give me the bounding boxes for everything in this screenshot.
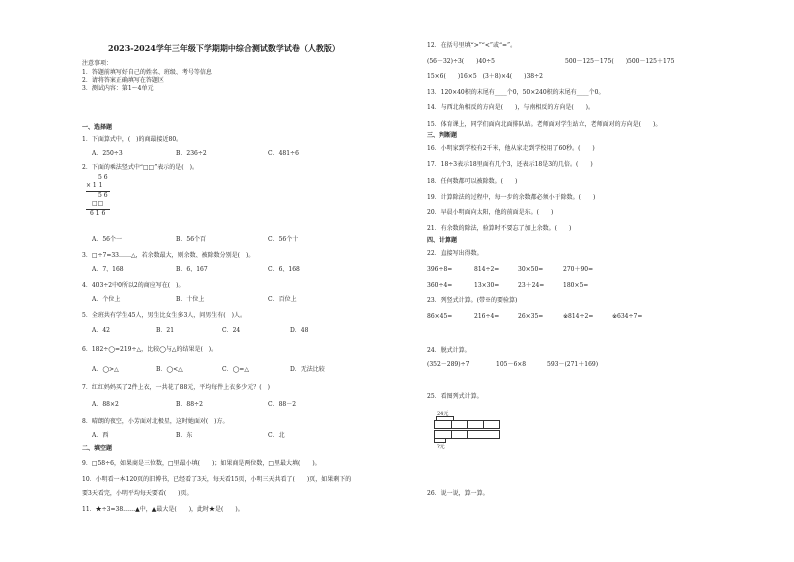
section-fill: 二、填空题 bbox=[82, 445, 113, 452]
note-2: 2．请将答案正确填写在答题区 bbox=[82, 77, 164, 84]
diagram-label-bottom: ?元 bbox=[437, 444, 445, 450]
section-choice: 一、选择题 bbox=[82, 124, 113, 131]
q1-option-a: A．250÷3 bbox=[92, 150, 123, 157]
q8-option-c: C．北 bbox=[268, 432, 285, 439]
question-23: 23．列竖式计算。(带※的要验算) bbox=[427, 297, 518, 304]
section-calc: 四、计算题 bbox=[427, 237, 458, 244]
q7-option-b: B．88÷2 bbox=[176, 401, 203, 408]
q8-option-b: B．东 bbox=[176, 432, 193, 439]
q1-option-b: B．236÷2 bbox=[176, 150, 207, 157]
q2-option-c: C．56个十 bbox=[268, 236, 299, 243]
question-8: 8．晴朗的夜空，小芳面对北极星，这时她面对( )方。 bbox=[82, 418, 229, 425]
question-24: 24．脱式计算。 bbox=[427, 347, 471, 354]
vertical-line-4: □□ bbox=[92, 200, 104, 207]
q22-r1-4: 270＋90= bbox=[563, 266, 594, 273]
q22-r2-1: 360÷4= bbox=[427, 282, 453, 289]
q3-option-b: B．6、167 bbox=[176, 266, 208, 273]
question-21: 21．有余数的除法，验算时不要忘了加上余数。( ) bbox=[427, 225, 572, 232]
notes-heading: 注意事项： bbox=[82, 60, 113, 67]
q5-option-c: C．24 bbox=[222, 327, 241, 334]
bar-top bbox=[434, 420, 500, 429]
q5-option-b: B．21 bbox=[156, 327, 175, 334]
q6-option-b: B．◯<△ bbox=[156, 366, 183, 373]
q23-5: ※634÷7= bbox=[612, 313, 643, 320]
q4-option-b: B．十位上 bbox=[176, 296, 205, 303]
q22-r2-3: 23＋24= bbox=[518, 282, 545, 289]
q22-r1-1: 396÷8= bbox=[427, 266, 453, 273]
question-7: 7．红红妈妈买了2件上衣，一共花了88元，平均每件上衣多少元？( ) bbox=[82, 384, 270, 391]
question-15: 15．体育课上，同学们面向北面排队站。老师面对学生站立，老师面对的方向是( )。 bbox=[427, 121, 662, 128]
q6-option-a: A．◯>△ bbox=[92, 366, 119, 373]
q5-option-a: A．42 bbox=[92, 327, 110, 334]
q22-r1-3: 30×50= bbox=[518, 266, 544, 273]
q4-option-c: C．百位上 bbox=[268, 296, 297, 303]
question-10-line-1: 10．小明看一本120页的旧博书，已经看了3天，每天看15页，小明三天共看了( )页，如果剩下的 bbox=[82, 476, 352, 483]
q24-1: (352－289)÷7 bbox=[427, 361, 470, 368]
question-18: 18．任何数都可以被除数。( ) bbox=[427, 178, 518, 185]
section-judge: 三、判断题 bbox=[427, 132, 458, 139]
q8-option-a: A．西 bbox=[92, 432, 109, 439]
vertical-line-1: 5 6 bbox=[98, 174, 108, 181]
question-13: 13．120×40积的末尾有____个0，50×240积的末尾有____个0。 bbox=[427, 89, 605, 96]
question-14: 14．与西北角相反的方向是( )，与南相反的方向是( )。 bbox=[427, 104, 594, 111]
question-16: 16．小明家到学校有2千米，他从家走到学校用了60秒。( ) bbox=[427, 145, 595, 152]
q22-r2-4: 180×5= bbox=[563, 282, 589, 289]
question-9: 9．□58÷6，如果商是三位数，□里最小填( )；如果商是两位数，□里最大填( )。 bbox=[82, 460, 321, 467]
question-17: 17．18÷3表示18里面有几个3，还表示18是3的几倍。( ) bbox=[427, 161, 593, 168]
q23-2: 216÷4= bbox=[474, 313, 500, 320]
q3-option-a: A．7、168 bbox=[92, 266, 124, 273]
question-11: 11．★÷3=38……▲中，▲最大是( )，此时★是( )。 bbox=[82, 506, 244, 513]
bar-bottom bbox=[434, 430, 500, 439]
question-5: 5．全班共有学生45人，男生比女生多3人，问男生有( )人。 bbox=[82, 312, 246, 319]
question-12: 12．在括号里填“>”“<”或“=”。 bbox=[427, 42, 517, 49]
q5-option-d: D．48 bbox=[290, 327, 309, 334]
q2-option-b: B．56个百 bbox=[176, 236, 207, 243]
q7-option-a: A．88×2 bbox=[92, 401, 119, 408]
note-3: 3．测试内容：第1～4单元 bbox=[82, 85, 154, 92]
question-6: 6．182÷◯=219÷△，比较◯与△的结果是( )。 bbox=[82, 346, 218, 353]
question-1: 1．下面算式中，( )的商最接近80。 bbox=[82, 136, 183, 143]
page-title: 2023-2024学年三年级下学期期中综合测试数学试卷（人教版） bbox=[108, 43, 340, 53]
diagram-label-top: 24元 bbox=[437, 411, 449, 417]
q23-3: 26×35= bbox=[518, 313, 544, 320]
question-26: 26．说一说，算一算。 bbox=[427, 490, 489, 497]
question-20: 20．早晨小明面向太阳，他的前面是东。( ) bbox=[427, 209, 554, 216]
vertical-line-2: × 1 1 bbox=[86, 182, 103, 189]
q1-option-c: C．481÷6 bbox=[268, 150, 299, 157]
q12-row-2: 15×6( )16×5 (3＋8)×4( )38÷2 bbox=[427, 73, 543, 80]
q7-option-c: C．88－2 bbox=[268, 401, 297, 408]
question-19: 19．计算除法的过程中，每一步的余数都必须小于除数。( ) bbox=[427, 194, 596, 201]
question-22: 22．直接写出得数。 bbox=[427, 250, 483, 257]
q12-item-2: 500－125－175( )500－125＋175 bbox=[565, 58, 675, 65]
q6-option-c: C．◯=△ bbox=[222, 366, 249, 373]
q12-item-1: (56－32)÷3( )40÷5 bbox=[427, 58, 495, 65]
q22-r1-2: 814÷2= bbox=[474, 266, 500, 273]
q22-r2-2: 13×30= bbox=[474, 282, 500, 289]
q24-3: 593－(271＋169) bbox=[547, 361, 599, 368]
vertical-line-3: 5 6 bbox=[98, 192, 108, 199]
q4-option-a: A．个位上 bbox=[92, 296, 121, 303]
question-3: 3．□÷7=33……△，若余数最大，则余数、被除数分别是( )。 bbox=[82, 252, 255, 259]
question-2: 2．下面的乘法竖式中“□□”表示的是( )。 bbox=[82, 164, 198, 171]
question-10-line-2: 要3天看完，小明平均每天要看( )页。 bbox=[82, 490, 193, 497]
q3-option-c: C．6、168 bbox=[268, 266, 300, 273]
q24-2: 105－6×8 bbox=[496, 361, 527, 368]
question-4: 4．403÷2中0所以2的商应写在( )。 bbox=[82, 282, 185, 289]
q23-1: 86×45= bbox=[427, 313, 453, 320]
q6-option-d: D．无法比较 bbox=[290, 366, 325, 373]
q23-4: ※814÷2= bbox=[563, 313, 594, 320]
q2-option-a: A．56个一 bbox=[92, 236, 122, 243]
question-25: 25．看图列式计算。 bbox=[427, 393, 483, 400]
vertical-line-5: 6 1 6 bbox=[90, 210, 106, 217]
note-1: 1．答题前填写好自己的姓名、班级、考号等信息 bbox=[82, 69, 212, 76]
